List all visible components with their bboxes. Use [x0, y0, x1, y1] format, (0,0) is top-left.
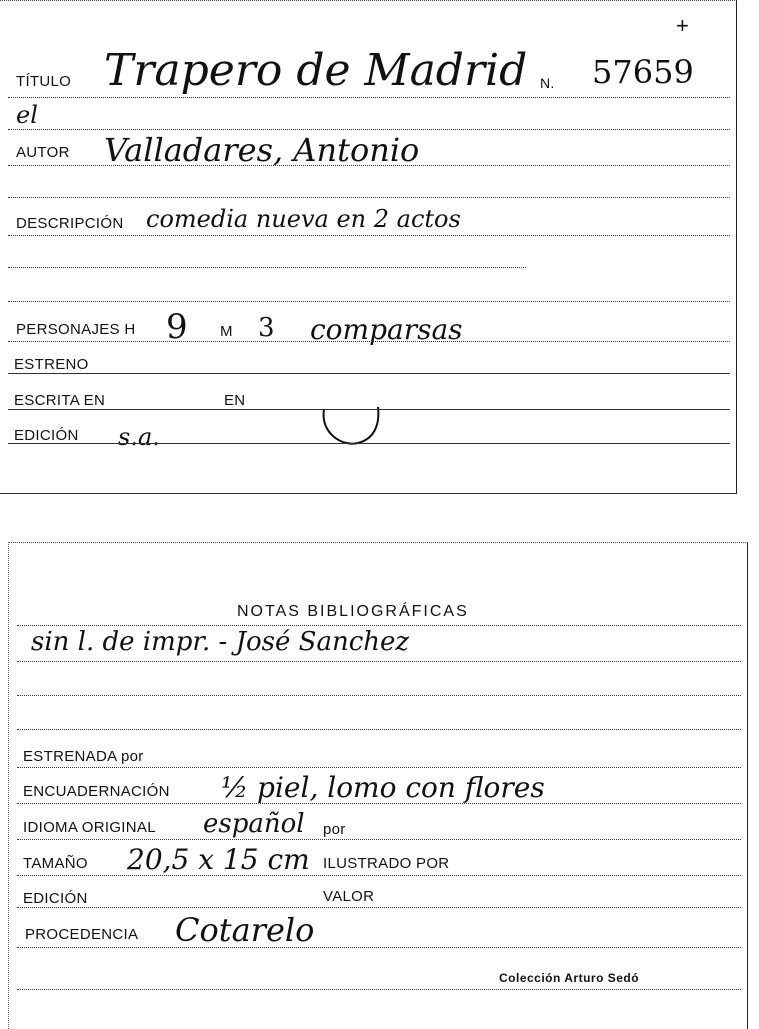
descripcion-line-3 [8, 301, 730, 302]
edicion2-line [17, 907, 741, 908]
tamano-label: TAMAÑO [23, 855, 88, 872]
titulo-label: TÍTULO [16, 73, 72, 90]
estreno-label: ESTRENO [14, 356, 89, 373]
edicion-value: s.a. [118, 423, 160, 451]
descripcion-line [8, 235, 730, 236]
edicion2-label: EDICIÓN [23, 890, 88, 907]
titulo-line [8, 97, 730, 98]
personajes-h-value: 9 [166, 307, 188, 347]
escrita-label: ESCRITA EN [14, 392, 106, 409]
personajes-m-label: M [220, 323, 233, 340]
edicion-line [8, 443, 730, 444]
procedencia-line [17, 947, 741, 948]
notas-line-3 [17, 729, 741, 730]
notas-heading: NOTAS BIBLIOGRÁFICAS [237, 603, 469, 620]
estreno-line [8, 373, 730, 374]
corner-plus-mark: + [676, 13, 689, 38]
estrenada-line [17, 767, 741, 768]
autor-value: Valladares, Antonio [104, 131, 420, 169]
idioma-por-label: por [323, 821, 346, 838]
numero-label: N. [540, 75, 555, 91]
personajes-m-value: 3 [258, 313, 275, 343]
valor-label: VALOR [323, 888, 375, 905]
ilustrado-label: ILUSTRADO POR [323, 855, 450, 872]
catalog-card-title [0, 0, 737, 494]
idioma-line [17, 839, 741, 840]
procedencia-label: PROCEDENCIA [25, 926, 139, 943]
autor-label: AUTOR [16, 144, 70, 161]
idioma-value: español [203, 809, 305, 839]
notas-line-2 [17, 695, 741, 696]
encuadernacion-line [17, 803, 741, 804]
encuadernacion-label: ENCUADERNACIÓN [23, 783, 170, 800]
procedencia-value: Cotarelo [175, 911, 315, 949]
notas-value: sin l. de impr. - José Sanchez [31, 627, 410, 657]
catalog-card-notes [8, 542, 748, 1029]
edicion-label: EDICIÓN [14, 427, 79, 444]
notas-line [17, 661, 741, 662]
idioma-label: IDIOMA ORIGINAL [23, 819, 156, 836]
personajes-line [8, 341, 730, 342]
estrenada-label: ESTRENADA por [23, 748, 144, 765]
notas-heading-line [17, 625, 741, 626]
titulo-line-2 [8, 129, 730, 130]
procedencia-line-2 [17, 989, 741, 990]
autor-line-2 [8, 197, 730, 198]
personajes-extra: comparsas [310, 313, 463, 346]
numero-value: 57659 [592, 53, 694, 91]
tamano-value: 20,5 x 15 cm [127, 843, 310, 876]
autor-line [8, 165, 730, 166]
escrita-en-label: EN [224, 392, 246, 409]
descripcion-label: DESCRIPCIÓN [16, 215, 124, 232]
titulo-prefix: el [16, 101, 38, 129]
coleccion-stamp: Colección Arturo Sedó [499, 971, 640, 985]
personajes-label: PERSONAJES H [16, 321, 136, 338]
descripcion-value: comedia nueva en 2 actos [146, 205, 461, 233]
titulo-value: Trapero de Madrid [104, 45, 528, 96]
tamano-line [17, 875, 741, 876]
encuadernacion-value: ½ piel, lomo con flores [221, 771, 545, 804]
descripcion-line-2 [8, 267, 526, 268]
